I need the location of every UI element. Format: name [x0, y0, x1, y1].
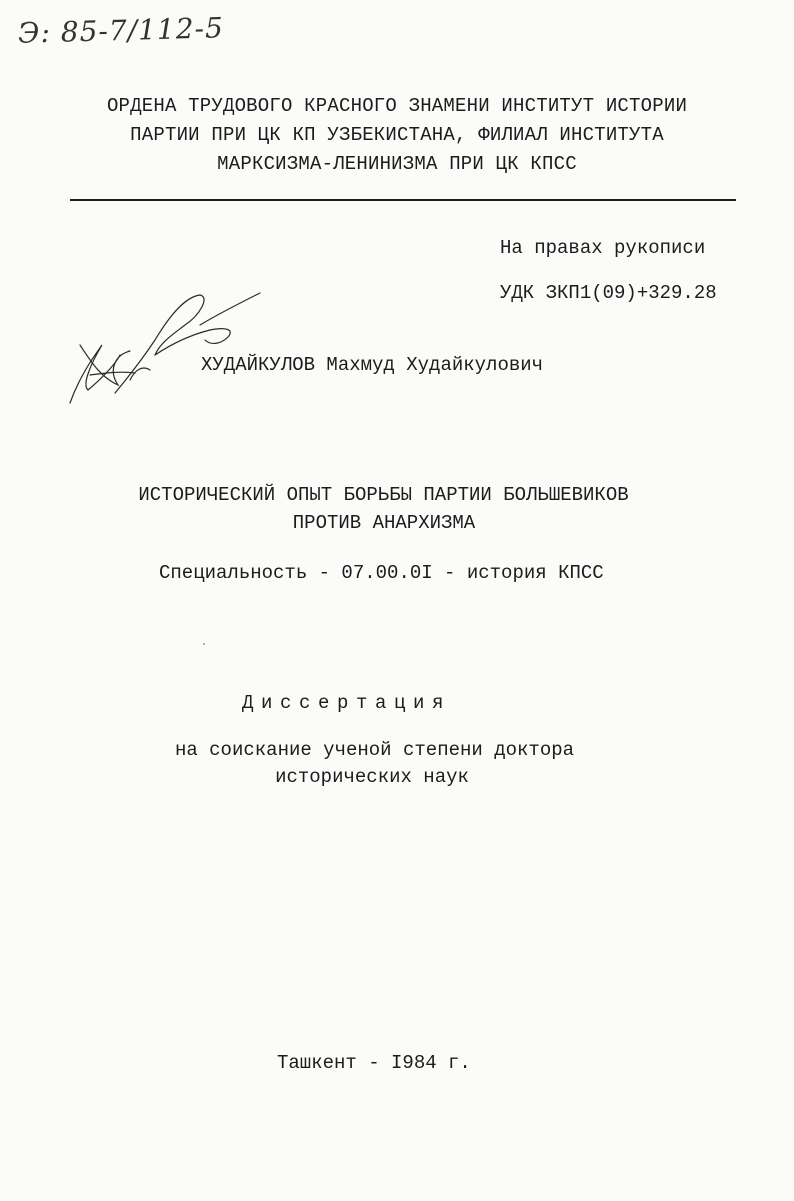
archive-handwritten-note: Э: 85-7/112-5	[17, 11, 225, 50]
title-line-1: ИСТОРИЧЕСКИЙ ОПЫТ БОРЬБЫ ПАРТИИ БОЛЬШЕВИКОВ	[138, 484, 629, 506]
title-line-2: ПРОТИВ АНАРХИЗМА	[292, 512, 476, 534]
header-divider	[70, 199, 736, 201]
document-type: Диссертация	[242, 692, 452, 714]
specialty-line: Специальность - 07.00.0I - история КПСС	[159, 562, 604, 584]
header-line-2: ПАРТИИ ПРИ ЦК КП УЗБЕКИСТАНА, ФИЛИАЛ ИНСТИТУТА	[130, 124, 664, 146]
author-signature	[60, 285, 270, 415]
city-year: Ташкент - I984 г.	[277, 1052, 471, 1074]
header-line-3: МАРКСИЗМА-ЛЕНИНИЗМА ПРИ ЦК КПСС	[217, 153, 577, 175]
header-line-1: ОРДЕНА ТРУДОВОГО КРАСНОГО ЗНАМЕНИ ИНСТИТУТ ИСТОРИИ	[106, 95, 688, 117]
institution-header	[0, 92, 794, 179]
degree-line-2: исторических наук	[275, 766, 469, 788]
scan-speck	[203, 643, 205, 645]
author-name: ХУДАЙКУЛОВ Махмуд Худайкулович	[201, 354, 544, 376]
dissertation-title	[0, 481, 794, 537]
udk-code: УДК ЗКП1(09)+329.28	[500, 282, 717, 304]
degree-statement	[0, 737, 794, 791]
manuscript-note: На правах рукописи	[500, 237, 706, 259]
degree-line-1: на соискание ученой степени доктора	[174, 739, 575, 761]
